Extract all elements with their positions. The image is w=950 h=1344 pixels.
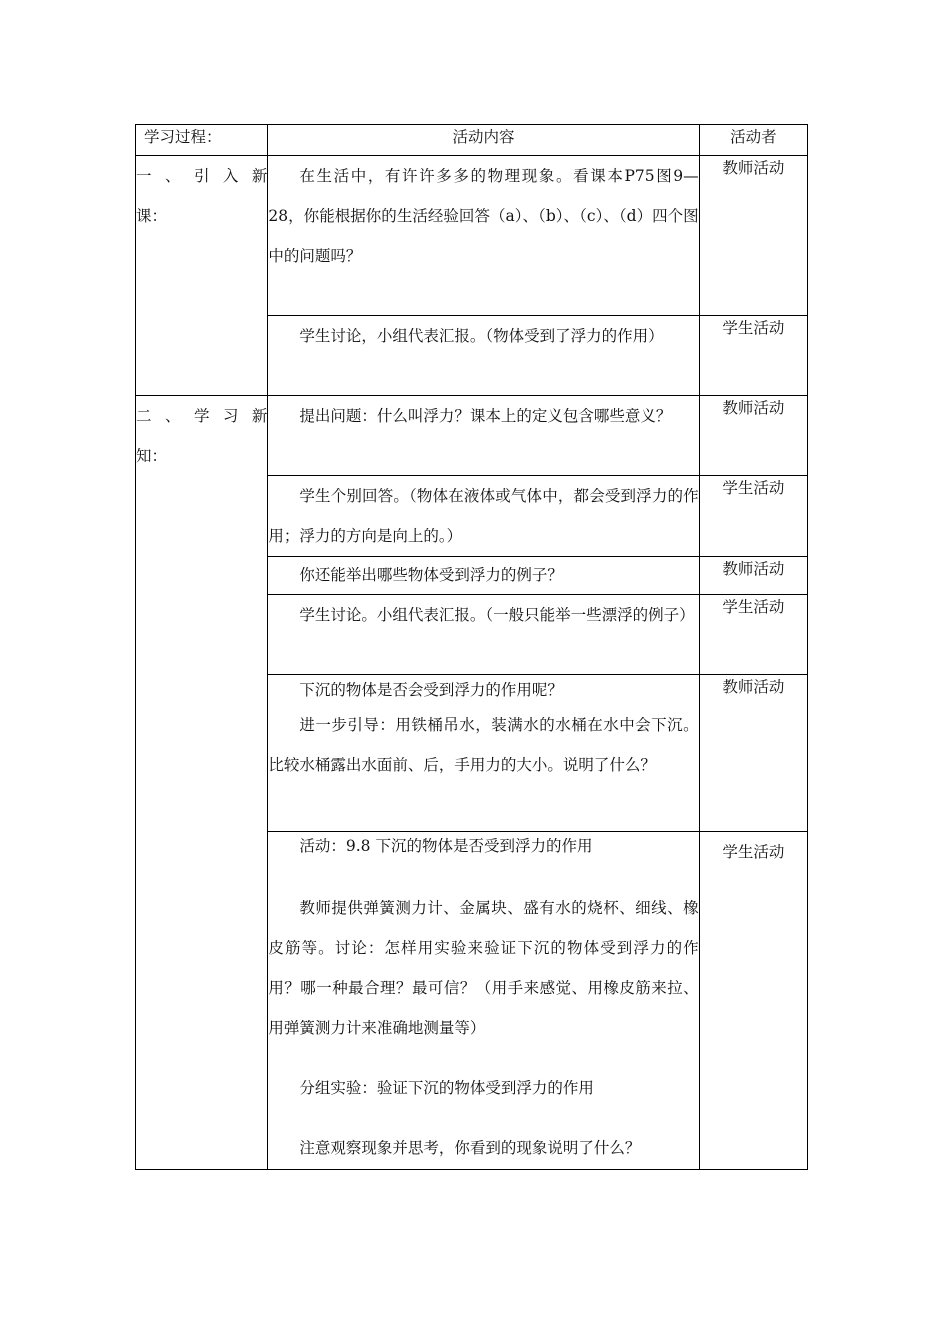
content-cell (268, 595, 699, 675)
content-paragraph: 学生讨论，小组代表汇报。（物体受到了浮力的作用） (299, 327, 664, 345)
stage-cell-new-knowledge (136, 396, 268, 1170)
lesson-plan-table (135, 124, 808, 1170)
content-paragraph: 你还能举出哪些物体受到浮力的例子？ (299, 566, 563, 584)
actor-cell: 教师活动 (699, 557, 807, 595)
content-cell (268, 557, 699, 595)
actor-cell: 学生活动 (699, 476, 807, 557)
content-cell (268, 156, 699, 316)
stage-label-line: 知： (136, 447, 168, 465)
table-row (136, 396, 808, 476)
content-cell (268, 476, 699, 557)
actor-cell: 学生活动 (699, 832, 807, 1170)
table-header-row (136, 125, 808, 156)
content-paragraph: 下沉的物体是否会受到浮力的作用呢？ (299, 681, 563, 699)
actor-cell: 学生活动 (699, 595, 807, 675)
content-paragraph: 进一步引导：用铁桶吊水，装满水的水桶在水中会下沉。比较水桶露出水面前、后，手用力的大小。说明了什么？ (268, 716, 699, 774)
header-actor: 活动者 (699, 125, 807, 156)
actor-cell: 教师活动 (699, 675, 807, 832)
actor-cell: 教师活动 (699, 156, 807, 316)
actor-cell: 学生活动 (699, 316, 807, 396)
content-paragraph: 学生个别回答。（物体在液体或气体中，都会受到浮力的作用；浮力的方向是向上的。） (268, 487, 699, 545)
content-paragraph: 教师提供弹簧测力计、金属块、盛有水的烧杯、细线、橡皮筋等。讨论：怎样用实验来验证下沉的物体受到浮力的作用？哪一种最合理？最可信？（用手来感觉、用橡皮筋来拉、用弹簧测力计来准确地测量等） (268, 899, 699, 1037)
stage-label-line: 一 、 引 入 新 (136, 167, 268, 185)
content-paragraph: 在生活中，有许许多多的物理现象。看课本P75图9—28，你能根据你的生活经验回答（a）、（b）、（c）、（d）四个图中的问题吗？ (268, 167, 699, 265)
content-cell (268, 396, 699, 476)
stage-cell-introduction (136, 156, 268, 396)
table-row (136, 156, 808, 316)
header-content: 活动内容 (268, 125, 699, 156)
header-process: 学习过程： (136, 125, 268, 156)
content-paragraph: 活动：9.8 下沉的物体是否受到浮力的作用 (299, 837, 593, 855)
content-cell (268, 675, 699, 832)
content-paragraph: 注意观察现象并思考，你看到的现象说明了什么？ (299, 1139, 641, 1157)
content-paragraph: 分组实验：验证下沉的物体受到浮力的作用 (299, 1079, 594, 1097)
actor-cell: 教师活动 (699, 396, 807, 476)
stage-label-line: 课： (136, 207, 168, 225)
content-paragraph: 提出问题：什么叫浮力？课本上的定义包含哪些意义？ (299, 407, 672, 425)
content-cell (268, 832, 699, 1170)
content-cell (268, 316, 699, 396)
stage-label-line: 二 、 学 习 新 (136, 407, 268, 425)
content-paragraph: 学生讨论。小组代表汇报。（一般只能举一些漂浮的例子） (299, 606, 695, 624)
